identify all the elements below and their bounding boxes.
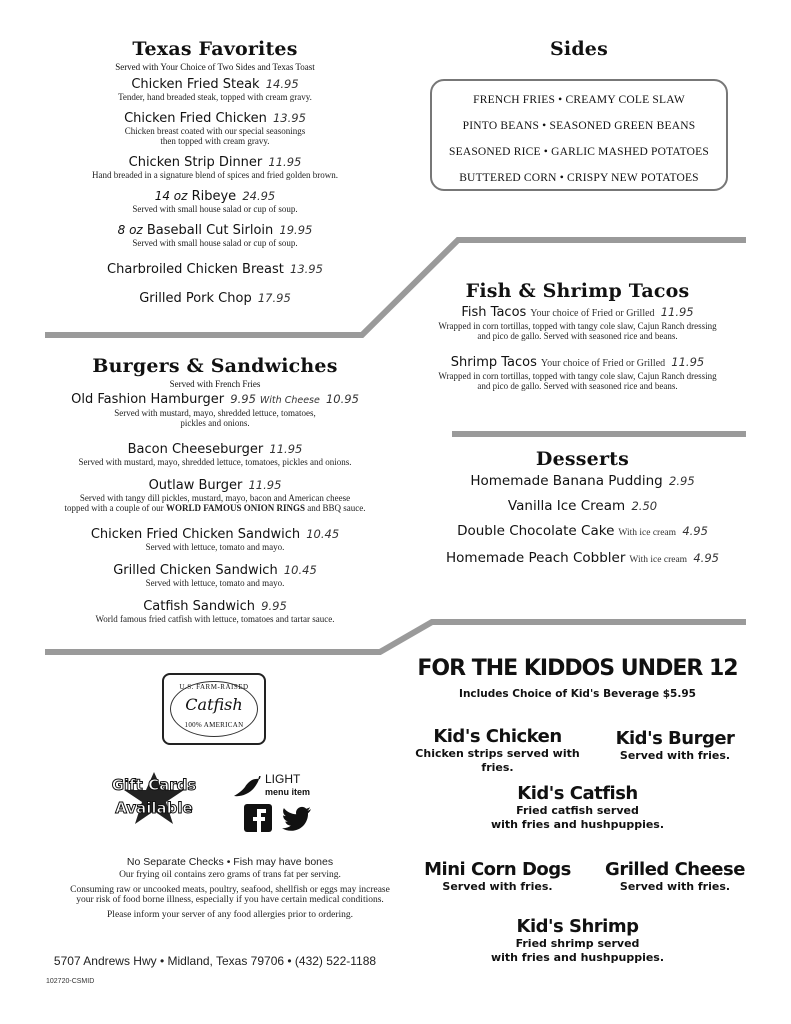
menu-item [40,527,390,552]
item-price: 11.95 [269,442,303,456]
section-subtitle: Served with Your Choice of Two Sides and Texas Toast [115,62,315,72]
kids-item [405,726,590,775]
menu-item [40,189,390,214]
item-desc: World famous fried catfish with lettuce, tomatoes and tartar sauce. [95,614,335,624]
kids-item-desc: Served with fries. [619,749,731,762]
kids-item-desc: Chicken strips served with fries. [415,747,580,774]
footer-line: Our frying oil contains zero grams of trans fat per serving. [119,870,341,880]
item-name: Ribeye [191,189,237,204]
light-sublabel: menu item [265,787,311,797]
item-name: Vanilla Ice Cream [507,498,626,514]
item-price: 11.95 [248,478,282,492]
item-price: 10.45 [283,563,317,577]
item-name: Outlaw Burger [148,478,243,493]
item-note: With ice cream [629,555,688,565]
menu-item [40,77,390,102]
item-desc: pickles and onions. [180,418,250,428]
item-price: 10.45 [306,527,340,541]
footer-line: No Separate Checks • Fish may have bones [126,856,334,868]
item-name: Grilled Pork Chop [139,291,252,306]
item-price: 4.95 [693,551,719,565]
catfish-badge-bot: 100% AMERICAN [184,721,244,729]
tacos-section [405,280,750,391]
kids-item-name: Kid's Shrimp [516,916,639,937]
item-desc: Wrapped in corn tortillas, topped with tangy cole slaw, Cajun Ranch dressing [438,371,717,381]
texas-favorites-section [40,38,390,306]
light-menu-legend [233,770,313,800]
item-name: Catfish Sandwich [143,599,256,614]
item-name: Homemade Banana Pudding [470,473,663,489]
burgers-section [40,355,390,624]
item-name: Chicken Fried Chicken [124,111,267,126]
item-price: 17.95 [257,291,291,305]
onion-rings-highlight: WORLD FAMOUS ONION RINGS [165,503,306,513]
item-desc: Served with tangy dill pickles, mustard, mayo, bacon and American cheese [79,493,351,503]
gift-cards-badge [98,770,210,828]
item-price: 11.95 [268,155,302,169]
menu-item [40,111,390,146]
item-name: Grilled Chicken Sandwich [113,563,278,578]
section-title: Desserts [535,448,630,470]
kids-item-desc: with fries and hushpuppies. [490,951,665,964]
item-note: With Cheese [259,395,320,406]
kids-item-desc: Fried catfish served [516,804,639,817]
item-name: Chicken Fried Steak [131,77,260,92]
section-subtitle: Served with French Fries [169,379,261,389]
facebook-icon[interactable] [244,804,272,832]
menu-item [40,563,390,588]
item-price: 9.95 [230,392,256,406]
item-price: 13.95 [290,262,323,276]
item-note: Your choice of Fried or Grilled [540,358,666,369]
menu-item [40,392,390,428]
kids-item-name: Mini Corn Dogs [424,859,571,880]
sides-box [430,79,728,191]
menu-item [40,478,390,513]
address: 5707 Andrews Hwy • Midland, Texas 79706 • (432) 522-1188 [53,954,377,968]
item-desc: Chicken breast coated with our special seasonings [124,126,306,136]
item-desc: and pico de gallo. Served with seasoned rice and beans. [477,381,678,391]
item-name: Shrimp Tacos [450,355,537,370]
divider-bottom [45,622,746,652]
item-desc: and pico de gallo. Served with seasoned rice and beans. [477,331,678,341]
kids-item-desc: Served with fries. [442,880,553,893]
kids-item-name: Kid's Chicken [433,726,562,747]
sides-row: FRENCH FRIES • CREAMY COLE SLAW [473,94,685,106]
item-price: 13.95 [272,111,306,125]
item-desc: Served with small house salad or cup of soup. [132,238,298,248]
item-price: 14.95 [265,77,299,91]
menu-item [40,442,390,467]
item-desc: Served with mustard, mayo, shredded lettuce, tomatoes, pickles and onions. [78,457,352,467]
item-note: Your choice of Fried or Grilled [530,308,655,319]
item-desc-part: and BBQ sauce. [305,503,366,513]
item-desc: Hand breaded in a signature blend of spices and fried golden brown. [92,170,338,180]
item-desc: then topped with cream gravy. [160,136,270,146]
kids-section [395,656,760,976]
item-name: Charbroiled Chicken Breast [107,262,284,277]
item-desc: Served with small house salad or cup of soup. [132,204,298,214]
item-desc: Served with mustard, mayo, shredded lettuce, tomatoes, [114,408,316,418]
item-price: 2.95 [669,474,695,488]
menu-item [430,474,735,489]
menu-item [405,305,750,341]
menu-item [430,524,735,541]
item-name: Fish Tacos [461,305,527,320]
item-price: 11.95 [660,305,694,319]
item-desc-part: topped with a couple of our [64,503,166,513]
menu-item [405,355,750,391]
item-note: With ice cream [618,528,677,538]
menu-item [40,155,390,180]
section-title: Burgers & Sandwiches [92,355,338,377]
light-label: LIGHT [265,772,301,786]
item-size: 14 oz [154,189,188,203]
kids-item-desc: with fries and hushpuppies. [490,818,665,831]
item-price: 9.95 [261,599,287,613]
menu-code: 102720-CSMID [46,978,95,985]
item-price: 19.95 [279,223,313,237]
item-name: Homemade Peach Cobbler [446,550,626,566]
item-price-cheese: 10.95 [325,392,359,406]
section-title: Texas Favorites [132,38,298,60]
menu-item [430,551,735,568]
footer-line: your risk of food borne illness, especially if you have certain medical conditions. [76,895,384,905]
kids-item-desc: Fried shrimp served [515,937,640,950]
item-name: Chicken Strip Dinner [128,155,263,170]
item-price: 24.95 [242,189,276,203]
sides-section [430,38,728,191]
item-size: 8 oz [117,223,143,237]
item-name: Chicken Fried Chicken Sandwich [90,527,301,542]
kids-subtitle: Includes Choice of Kid's Beverage $5.95 [459,688,696,700]
item-desc: Tender, hand breaded steak, topped with cream gravy. [118,92,312,102]
item-name: Old Fashion Hamburger [71,392,225,407]
footer-line: Consuming raw or uncooked meats, poultry, seafood, shellfish or eggs may increase [70,885,390,895]
desserts-section [430,448,735,568]
gift-cards-line1: Gift Cards [111,776,197,794]
kids-item [600,728,750,763]
kids-item [595,859,755,894]
menu-item [430,499,735,514]
item-price: 11.95 [671,355,705,369]
kids-item-name: Kid's Catfish [517,783,638,804]
pepper-icon [233,776,261,798]
item-desc: Wrapped in corn tortillas, topped with tangy cole slaw, Cajun Ranch dressing [438,321,717,331]
menu-item [40,291,390,306]
menu-item [40,223,390,248]
twitter-icon[interactable] [280,806,312,832]
item-desc: Served with lettuce, tomato and mayo. [145,578,285,588]
gift-cards-line2: Available [115,799,193,817]
footer-notes [30,856,430,920]
kids-item [485,916,670,965]
menu-item [40,262,390,277]
section-title: Sides [549,38,608,60]
item-price: 2.50 [631,499,658,513]
catfish-badge-top: U.S. FARM-RAISED [179,683,249,691]
kids-title: FOR THE KIDDOS UNDER 12 [417,656,738,681]
kids-item-desc: Served with fries. [619,880,731,893]
kids-item-name: Kid's Burger [615,728,735,749]
item-name: Baseball Cut Sirloin [146,223,274,238]
item-name: Bacon Cheeseburger [127,442,264,457]
kids-item [405,859,590,894]
kids-item-name: Grilled Cheese [605,859,745,880]
catfish-badge [162,673,266,745]
kids-item [485,783,670,832]
item-desc: Served with lettuce, tomato and mayo. [145,542,285,552]
menu-item [40,599,390,624]
item-desc [40,503,390,513]
item-name: Double Chocolate Cake [457,523,615,539]
section-title: Fish & Shrimp Tacos [465,280,690,302]
item-price: 4.95 [682,524,708,538]
footer-line: Please inform your server of any food allergies prior to ordering. [107,910,353,920]
catfish-badge-mid: Catfish [185,695,243,714]
sides-row: SEASONED RICE • GARLIC MASHED POTATOES [449,146,709,158]
sides-row: BUTTERED CORN • CRISPY NEW POTATOES [459,172,699,184]
sides-row: PINTO BEANS • SEASONED GREEN BEANS [462,120,696,132]
